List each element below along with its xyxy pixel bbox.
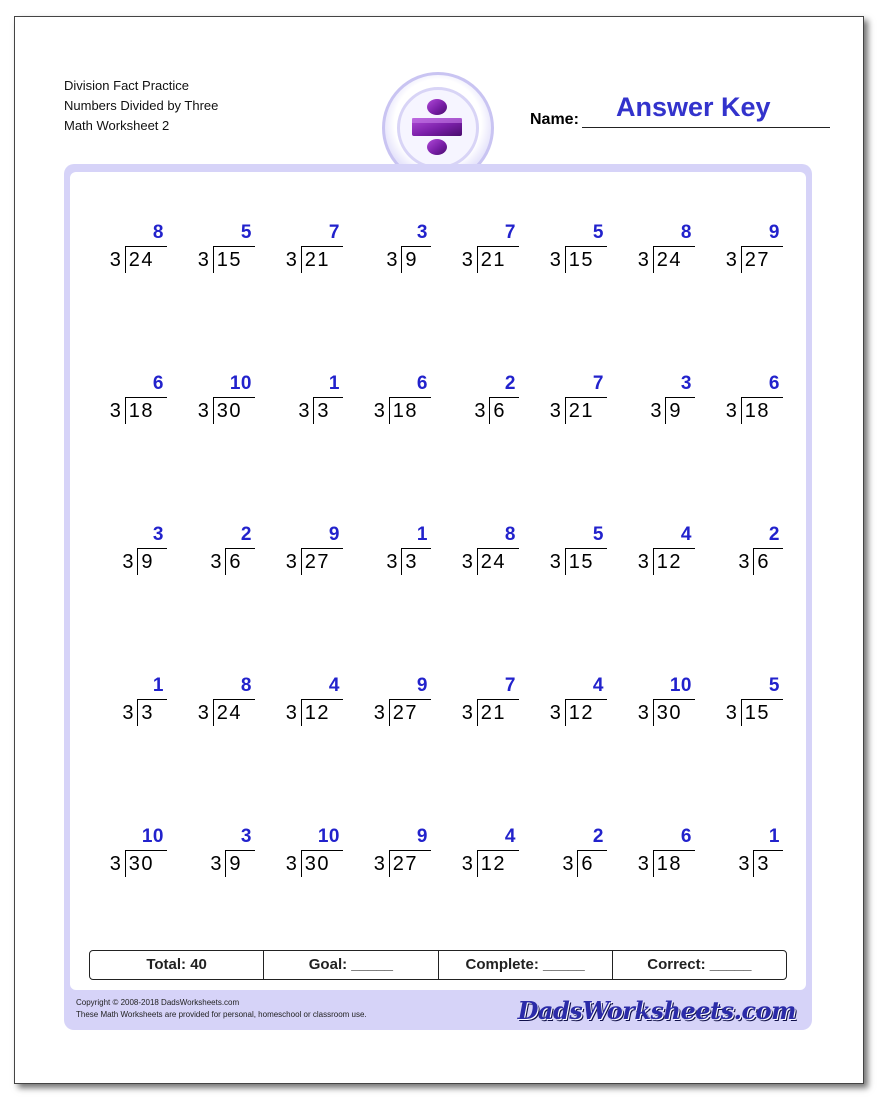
divisor: 3: [637, 853, 650, 875]
answer: 10: [229, 373, 252, 394]
answer: 7: [504, 675, 516, 696]
dividend: 9: [405, 249, 419, 271]
dividend: 12: [480, 853, 507, 875]
dividend: 3: [141, 702, 155, 724]
division-problem: [260, 222, 346, 282]
dividend: 12: [304, 702, 331, 724]
divisor: 3: [637, 249, 650, 271]
answer: 6: [152, 373, 164, 394]
division-problem: [524, 675, 610, 735]
division-problem: [612, 222, 698, 282]
answer: 9: [768, 222, 780, 243]
divisor: 3: [461, 249, 474, 271]
answer: 4: [680, 524, 692, 545]
answer: 6: [768, 373, 780, 394]
dividend: 24: [656, 249, 683, 271]
dividend: 24: [480, 551, 507, 573]
problem-frame: [64, 164, 812, 1030]
answer: 1: [416, 524, 428, 545]
answer: 8: [504, 524, 516, 545]
dividend: 27: [304, 551, 331, 573]
name-line: [582, 127, 830, 128]
score-bar: [89, 950, 787, 980]
division-problem: [348, 373, 434, 433]
answer: 8: [680, 222, 692, 243]
division-problem: [84, 373, 170, 433]
dividend: 21: [480, 702, 507, 724]
dividend: 30: [128, 853, 155, 875]
divisor: 3: [725, 702, 738, 724]
divisor: 3: [461, 702, 474, 724]
divisor: 3: [637, 551, 650, 573]
answer: 3: [416, 222, 428, 243]
division-problem: [172, 675, 258, 735]
answer: 9: [416, 826, 428, 847]
division-problem: [172, 524, 258, 584]
divisor: 3: [725, 400, 738, 422]
division-problem: [612, 675, 698, 735]
division-problem: [436, 222, 522, 282]
answer: 6: [680, 826, 692, 847]
divisor: 3: [549, 702, 562, 724]
answer: 7: [328, 222, 340, 243]
answer: 4: [592, 675, 604, 696]
dividend: 30: [304, 853, 331, 875]
divisor: 3: [122, 702, 135, 724]
division-problem: [260, 826, 346, 886]
answer: 9: [416, 675, 428, 696]
answer: 8: [152, 222, 164, 243]
division-problem: [700, 373, 786, 433]
dividend: 9: [669, 400, 683, 422]
dividend: 15: [568, 551, 595, 573]
answer: 3: [152, 524, 164, 545]
dividend: 24: [216, 702, 243, 724]
answer: 5: [240, 222, 252, 243]
divisor: 3: [562, 853, 575, 875]
divisor: 3: [549, 400, 562, 422]
dividend: 15: [744, 702, 771, 724]
dividend: 3: [317, 400, 331, 422]
answer: 4: [504, 826, 516, 847]
divisor: 3: [210, 551, 223, 573]
divisor: 3: [285, 551, 298, 573]
answer: 5: [592, 222, 604, 243]
dividend: 27: [744, 249, 771, 271]
division-problem: [348, 222, 434, 282]
answer: 10: [141, 826, 164, 847]
divisor: 3: [461, 551, 474, 573]
answer: 5: [768, 675, 780, 696]
division-problem: [172, 222, 258, 282]
answer: 10: [669, 675, 692, 696]
division-problem: [524, 222, 610, 282]
answer-key-title: Answer Key: [616, 92, 771, 122]
divisor: 3: [386, 249, 399, 271]
dividend: 27: [392, 853, 419, 875]
answer: 10: [317, 826, 340, 847]
division-problem: [436, 373, 522, 433]
dividend: 24: [128, 249, 155, 271]
divisor: 3: [725, 249, 738, 271]
divisor: 3: [738, 853, 751, 875]
divisor: 3: [122, 551, 135, 573]
answer: 1: [328, 373, 340, 394]
division-problem: [260, 675, 346, 735]
dividend: 21: [568, 400, 595, 422]
dividend: 12: [656, 551, 683, 573]
brand-logo: DadsWorksheets.com: [517, 996, 796, 1025]
division-problem: [172, 826, 258, 886]
name-label: Name:: [530, 111, 579, 128]
division-problem: [172, 373, 258, 433]
problem-grid: [70, 172, 806, 990]
dividend: 18: [392, 400, 419, 422]
division-problem: [84, 675, 170, 735]
dividend: 12: [568, 702, 595, 724]
dividend: 15: [216, 249, 243, 271]
answer: 7: [504, 222, 516, 243]
division-problem: [436, 675, 522, 735]
division-problem: [260, 373, 346, 433]
divisor: 3: [738, 551, 751, 573]
dividend: 3: [757, 853, 771, 875]
division-problem: [348, 524, 434, 584]
divisor: 3: [474, 400, 487, 422]
dividend: 9: [141, 551, 155, 573]
division-problem: [612, 524, 698, 584]
divisor: 3: [197, 249, 210, 271]
answer: 8: [240, 675, 252, 696]
complete-cell: Complete: _____: [438, 951, 612, 979]
answer: 3: [240, 826, 252, 847]
division-problem: [700, 826, 786, 886]
dividend: 6: [493, 400, 507, 422]
division-sign-icon: [400, 90, 476, 166]
dividend: 15: [568, 249, 595, 271]
total-cell: Total: 40: [146, 956, 207, 973]
divisor: 3: [197, 702, 210, 724]
divisor: 3: [549, 551, 562, 573]
correct-cell: Correct: _____: [612, 951, 786, 979]
copyright-notice: [76, 997, 367, 1021]
dividend: 6: [229, 551, 243, 573]
answer: 6: [416, 373, 428, 394]
division-problem: [700, 675, 786, 735]
division-problem: [700, 524, 786, 584]
copyright-line-2: These Math Worksheets are provided for personal, homeschool or classroom use.: [76, 1010, 367, 1019]
answer: 2: [240, 524, 252, 545]
dividend: 9: [229, 853, 243, 875]
division-problem: [700, 222, 786, 282]
goal-cell: Goal: _____: [263, 951, 437, 979]
divisor: 3: [650, 400, 663, 422]
copyright-line-1: Copyright © 2008-2018 DadsWorksheets.com: [76, 998, 240, 1007]
dividend: 6: [581, 853, 595, 875]
divisor: 3: [549, 249, 562, 271]
divisor: 3: [461, 853, 474, 875]
division-problem: [84, 826, 170, 886]
dividend: 30: [216, 400, 243, 422]
division-problem: [524, 524, 610, 584]
division-problem: [348, 675, 434, 735]
answer: 7: [592, 373, 604, 394]
title-line-3: Math Worksheet 2: [64, 118, 170, 133]
answer: 4: [328, 675, 340, 696]
divisor: 3: [210, 853, 223, 875]
answer: 1: [152, 675, 164, 696]
answer: 3: [680, 373, 692, 394]
divisor: 3: [109, 249, 122, 271]
division-problem: [84, 222, 170, 282]
worksheet-title: [64, 76, 218, 136]
divisor: 3: [285, 249, 298, 271]
dividend: 18: [128, 400, 155, 422]
dividend: 27: [392, 702, 419, 724]
answer: 2: [768, 524, 780, 545]
answer: 1: [768, 826, 780, 847]
answer: 5: [592, 524, 604, 545]
division-problem: [612, 826, 698, 886]
divisor: 3: [373, 853, 386, 875]
divisor: 3: [298, 400, 311, 422]
answer: 2: [504, 373, 516, 394]
division-problem: [260, 524, 346, 584]
division-problem: [436, 524, 522, 584]
divisor: 3: [373, 400, 386, 422]
divisor: 3: [109, 853, 122, 875]
division-problem: [524, 826, 610, 886]
dividend: 3: [405, 551, 419, 573]
dividend: 6: [757, 551, 771, 573]
divisor: 3: [285, 853, 298, 875]
division-problem: [524, 373, 610, 433]
division-problem: [348, 826, 434, 886]
title-line-2: Numbers Divided by Three: [64, 98, 219, 113]
division-problem: [84, 524, 170, 584]
divisor: 3: [637, 702, 650, 724]
divisor: 3: [386, 551, 399, 573]
divisor: 3: [285, 702, 298, 724]
dividend: 18: [744, 400, 771, 422]
dividend: 21: [304, 249, 331, 271]
dividend: 30: [656, 702, 683, 724]
dividend: 18: [656, 853, 683, 875]
answer: 2: [592, 826, 604, 847]
division-problem: [612, 373, 698, 433]
answer: 9: [328, 524, 340, 545]
divisor: 3: [373, 702, 386, 724]
title-line-1: Division Fact Practice: [64, 78, 189, 93]
divisor: 3: [109, 400, 122, 422]
dividend: 21: [480, 249, 507, 271]
divisor: 3: [197, 400, 210, 422]
division-problem: [436, 826, 522, 886]
